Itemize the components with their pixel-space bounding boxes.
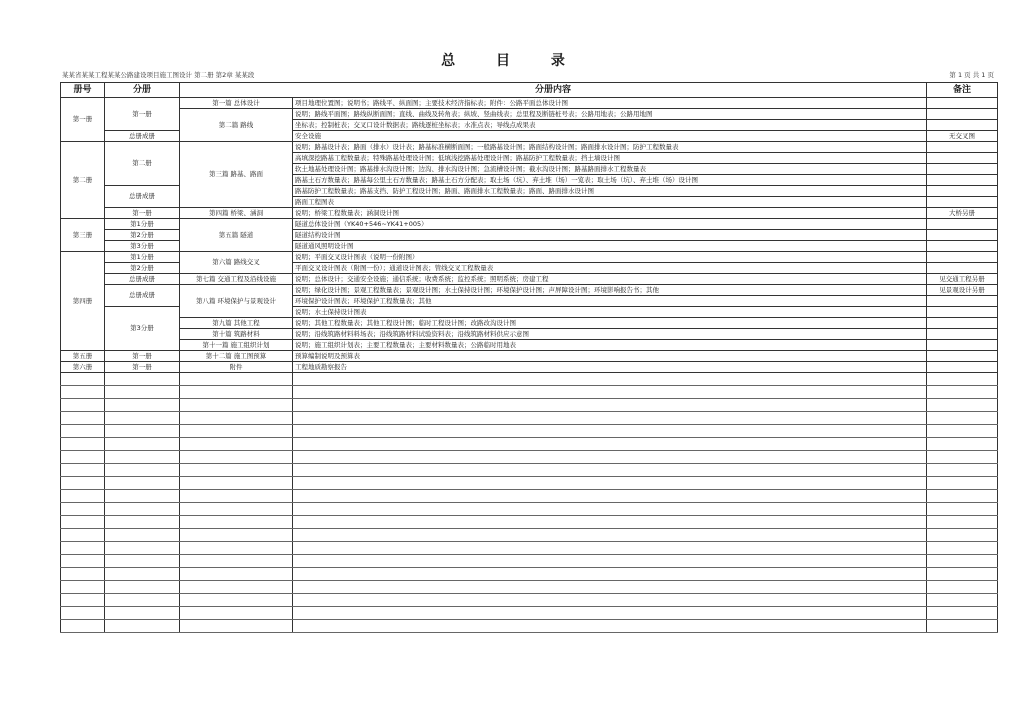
content-cell: 说明；其他工程数量表；其他工程设计图；临时工程设计图；改路改沟设计图 <box>293 318 927 329</box>
blank-cell <box>927 477 998 490</box>
blank-cell <box>61 607 105 620</box>
blank-cell <box>180 620 293 633</box>
blank-cell <box>293 373 927 386</box>
blank-row <box>61 373 998 386</box>
content-cell: 说明；路线平面图；路线纵断面图；直线、曲线及转角表；纵坡、竖曲线表；总里程及断链桩号表；公路用地表；公路用地图 <box>293 109 927 120</box>
content-cell: 隧道总体设计图（YK40+546~YK41+005） <box>293 219 927 230</box>
blank-cell <box>105 503 180 516</box>
blank-cell <box>293 503 927 516</box>
blank-row <box>61 529 998 542</box>
blank-cell <box>927 438 998 451</box>
volume-cell: 第六册 <box>61 362 105 373</box>
subvolume-cell: 第3分册 <box>105 307 180 351</box>
blank-cell <box>293 581 927 594</box>
blank-cell <box>927 412 998 425</box>
blank-cell <box>293 412 927 425</box>
blank-cell <box>61 529 105 542</box>
document-subtitle: 某某省某某工程某某公路建设项目施工图设计 第二册 第2章 某某段 <box>62 71 255 79</box>
content-cell: 隧道结构设计图 <box>293 230 927 241</box>
blank-cell <box>180 542 293 555</box>
blank-cell <box>61 503 105 516</box>
chapter-cell: 第八篇 环境保护与景观设计 <box>180 285 293 318</box>
chapter-cell: 附件 <box>180 362 293 373</box>
blank-cell <box>927 581 998 594</box>
blank-cell <box>927 607 998 620</box>
subvolume-cell: 第一册 <box>105 208 180 219</box>
blank-cell <box>61 477 105 490</box>
blank-cell <box>927 568 998 581</box>
table-row <box>61 285 998 296</box>
blank-cell <box>927 464 998 477</box>
blank-cell <box>927 425 998 438</box>
note-cell <box>927 351 998 362</box>
content-cell: 环境保护设计图表；环境保护工程数量表；其他 <box>293 296 927 307</box>
chapter-cell: 第五篇 隧道 <box>180 219 293 252</box>
volume-cell: 第三册 <box>61 219 105 252</box>
content-cell: 路面工程图表 <box>293 197 927 208</box>
blank-row <box>61 438 998 451</box>
table-row <box>61 329 998 340</box>
blank-cell <box>927 620 998 633</box>
subvolume-cell: 第3分册 <box>105 241 180 252</box>
note-cell <box>927 329 998 340</box>
blank-row <box>61 581 998 594</box>
content-cell: 隧道通风照明设计图 <box>293 241 927 252</box>
blank-cell <box>180 490 293 503</box>
content-cell: 说明；绿化设计图；景观工程数量表；景观设计图；水土保持设计图；环境保护设计图；声屏障设计图；环境影响报告书；其他 <box>293 285 927 296</box>
blank-cell <box>180 399 293 412</box>
blank-cell <box>293 386 927 399</box>
blank-row <box>61 503 998 516</box>
subvolume-cell: 第1分册 <box>105 219 180 230</box>
blank-cell <box>61 516 105 529</box>
blank-cell <box>61 594 105 607</box>
note-cell <box>927 318 998 329</box>
blank-row <box>61 516 998 529</box>
content-cell: 安全设施 <box>293 131 927 142</box>
content-cell: 软土地基处理设计图；路基排水沟设计图；边沟、排水沟设计图；急流槽设计图；截水沟设计图；路基路面排水工程数量表 <box>293 164 927 175</box>
note-cell <box>927 263 998 274</box>
blank-cell <box>105 386 180 399</box>
blank-cell <box>293 529 927 542</box>
blank-cell <box>105 412 180 425</box>
blank-cell <box>293 425 927 438</box>
note-cell <box>927 340 998 351</box>
subvolume-cell: 第2分册 <box>105 263 180 274</box>
blank-cell <box>180 373 293 386</box>
content-cell: 说明；桥梁工程数量表；涵洞设计图 <box>293 208 927 219</box>
volume-cell: 第五册 <box>61 351 105 362</box>
blank-row <box>61 594 998 607</box>
content-cell: 说明；总体设计；交通安全设施；通信系统；收费系统；监控系统；照明系统；房建工程 <box>293 274 927 285</box>
header-subvolume: 分册 <box>105 83 180 98</box>
page-title: 总 目 录 <box>441 53 583 69</box>
blank-cell <box>293 620 927 633</box>
blank-cell <box>105 542 180 555</box>
blank-cell <box>180 451 293 464</box>
table-row <box>61 362 998 373</box>
blank-cell <box>180 412 293 425</box>
content-cell: 说明；施工组织计划表；主要工程数量表；主要材料数量表；公路临时用地表 <box>293 340 927 351</box>
blank-row <box>61 386 998 399</box>
blank-cell <box>293 490 927 503</box>
subvolume-cell: 第一册 <box>105 362 180 373</box>
subvolume-cell: 总册成册 <box>105 285 180 307</box>
blank-cell <box>927 594 998 607</box>
note-cell <box>927 186 998 197</box>
subvolume-cell: 第2分册 <box>105 230 180 241</box>
note-cell <box>927 241 998 252</box>
chapter-cell: 第三篇 路基、路面 <box>180 142 293 208</box>
blank-row <box>61 490 998 503</box>
blank-cell <box>180 503 293 516</box>
blank-row <box>61 399 998 412</box>
blank-row <box>61 607 998 620</box>
blank-cell <box>927 542 998 555</box>
blank-cell <box>61 581 105 594</box>
note-cell: 无交叉图 <box>927 131 998 142</box>
blank-cell <box>61 451 105 464</box>
header-volume: 册号 <box>61 83 105 98</box>
table-row <box>61 109 998 120</box>
note-cell <box>927 197 998 208</box>
blank-cell <box>105 425 180 438</box>
blank-cell <box>180 464 293 477</box>
blank-cell <box>105 568 180 581</box>
blank-cell <box>105 464 180 477</box>
table-row <box>61 351 998 362</box>
blank-cell <box>180 555 293 568</box>
content-cell: 高填深挖路基工程数量表；特殊路基处理设计图；低填浅挖路基处理设计图；路基防护工程数量表；挡土墙设计图 <box>293 153 927 164</box>
volume-cell: 第四册 <box>61 252 105 351</box>
table-row <box>61 219 998 230</box>
chapter-cell: 第一篇 总体设计 <box>180 98 293 109</box>
blank-cell <box>180 581 293 594</box>
subvolume-cell: 总册成册 <box>105 131 180 142</box>
subvolume-cell: 第二册 <box>105 142 180 186</box>
blank-cell <box>61 464 105 477</box>
volume-cell: 第一册 <box>61 98 105 142</box>
subvolume-cell: 总册成册 <box>105 186 180 208</box>
blank-cell <box>293 516 927 529</box>
blank-row <box>61 425 998 438</box>
chapter-cell: 第十篇 筑路材料 <box>180 329 293 340</box>
content-cell: 坐标表；控制桩表；交叉口设计数据表；路线逐桩坐标表；水准点表；导线点成果表 <box>293 120 927 131</box>
blank-cell <box>180 438 293 451</box>
blank-cell <box>293 399 927 412</box>
blank-cell <box>180 607 293 620</box>
subvolume-cell: 总册成册 <box>105 274 180 285</box>
blank-cell <box>927 555 998 568</box>
note-cell <box>927 98 998 109</box>
header-note: 备注 <box>927 83 998 98</box>
blank-row <box>61 451 998 464</box>
note-cell <box>927 296 998 307</box>
blank-cell <box>293 477 927 490</box>
chapter-cell: 第九篇 其他工程 <box>180 318 293 329</box>
blank-cell <box>293 555 927 568</box>
table-header-row <box>61 83 998 98</box>
blank-cell <box>105 620 180 633</box>
blank-cell <box>61 412 105 425</box>
blank-cell <box>927 529 998 542</box>
blank-cell <box>180 568 293 581</box>
header-content: 分册内容 <box>180 83 927 98</box>
note-cell <box>927 230 998 241</box>
chapter-cell: 第十一篇 施工组织计划 <box>180 340 293 351</box>
blank-row <box>61 477 998 490</box>
content-cell: 说明；水土保持设计图表 <box>293 307 927 318</box>
blank-cell <box>61 373 105 386</box>
blank-cell <box>61 425 105 438</box>
content-cell: 说明；沿线筑路材料料场表；沿线筑路材料试验资料表；沿线筑路材料供应示意图 <box>293 329 927 340</box>
content-cell: 平面交叉设计图表（附图一份）；通道设计图表；管线交叉工程数量表 <box>293 263 927 274</box>
page-info: 第 1 页 共 1 页 <box>949 71 994 79</box>
note-cell <box>927 219 998 230</box>
blank-cell <box>61 386 105 399</box>
blank-cell <box>293 464 927 477</box>
blank-cell <box>927 516 998 529</box>
toc-table <box>60 82 998 633</box>
note-cell <box>927 175 998 186</box>
blank-cell <box>105 516 180 529</box>
blank-cell <box>61 490 105 503</box>
blank-cell <box>927 451 998 464</box>
chapter-cell: 第四篇 桥梁、涵洞 <box>180 208 293 219</box>
subvolume-cell: 第一册 <box>105 351 180 362</box>
volume-cell: 第二册 <box>61 142 105 219</box>
blank-row <box>61 568 998 581</box>
note-cell <box>927 307 998 318</box>
blank-row <box>61 542 998 555</box>
table-row <box>61 252 998 263</box>
blank-cell <box>61 568 105 581</box>
content-cell: 说明；平面交叉设计图表（说明一份附图） <box>293 252 927 263</box>
blank-cell <box>105 529 180 542</box>
blank-cell <box>105 555 180 568</box>
blank-cell <box>180 594 293 607</box>
blank-cell <box>293 451 927 464</box>
blank-cell <box>927 373 998 386</box>
blank-cell <box>105 451 180 464</box>
table-row <box>61 340 998 351</box>
blank-cell <box>927 503 998 516</box>
note-cell <box>927 164 998 175</box>
content-cell: 工程地质勘察报告 <box>293 362 927 373</box>
subvolume-cell: 第一册 <box>105 98 180 131</box>
blank-cell <box>105 490 180 503</box>
table-row <box>61 318 998 329</box>
blank-cell <box>180 477 293 490</box>
blank-cell <box>927 386 998 399</box>
note-cell <box>927 120 998 131</box>
blank-cell <box>927 399 998 412</box>
chapter-cell: 第二篇 路线 <box>180 109 293 142</box>
blank-cell <box>180 425 293 438</box>
blank-cell <box>105 581 180 594</box>
blank-cell <box>61 438 105 451</box>
content-cell: 路基土石方数量表；路基每公里土石方数量表；路基土石方分配表；取土场（坑）、弃土堆（场）一览表；取土场（坑）、弃土堆（场）设计图 <box>293 175 927 186</box>
blank-cell <box>927 490 998 503</box>
blank-cell <box>293 607 927 620</box>
chapter-cell: 第七篇 交通工程及沿线设施 <box>180 274 293 285</box>
blank-cell <box>105 607 180 620</box>
blank-cell <box>180 386 293 399</box>
blank-cell <box>180 516 293 529</box>
blank-cell <box>293 438 927 451</box>
chapter-cell: 第六篇 路线交叉 <box>180 252 293 274</box>
table-row <box>61 98 998 109</box>
note-cell: 大桥另册 <box>927 208 998 219</box>
blank-cell <box>105 373 180 386</box>
content-cell: 预算编制说明及预算表 <box>293 351 927 362</box>
blank-cell <box>293 542 927 555</box>
note-cell <box>927 153 998 164</box>
subvolume-cell: 第1分册 <box>105 252 180 263</box>
blank-cell <box>293 594 927 607</box>
blank-row <box>61 464 998 477</box>
blank-cell <box>105 399 180 412</box>
blank-cell <box>293 568 927 581</box>
blank-row <box>61 412 998 425</box>
content-cell: 项目地理位置图；说明书；路线平、纵面图；主要技术经济指标表；附件：公路平面总体设计图 <box>293 98 927 109</box>
blank-cell <box>61 620 105 633</box>
blank-cell <box>105 438 180 451</box>
table-row <box>61 142 998 153</box>
note-cell: 见交通工程另册 <box>927 274 998 285</box>
content-cell: 路基防护工程数量表；路基支挡、防护工程设计图；路面、路面排水工程数量表；路面、路面排水设计图 <box>293 186 927 197</box>
note-cell <box>927 142 998 153</box>
note-cell <box>927 362 998 373</box>
table-row <box>61 208 998 219</box>
blank-cell <box>61 542 105 555</box>
chapter-cell: 第十二篇 施工图预算 <box>180 351 293 362</box>
blank-cell <box>180 529 293 542</box>
blank-row <box>61 620 998 633</box>
blank-cell <box>61 555 105 568</box>
note-cell <box>927 109 998 120</box>
blank-row <box>61 555 998 568</box>
table-row <box>61 274 998 285</box>
blank-cell <box>61 399 105 412</box>
content-cell: 说明；路基设计表；路面（排水）设计表；路基标准横断面图；一般路基设计图；路面结构设计图；路面排水设计图；防护工程数量表 <box>293 142 927 153</box>
blank-cell <box>105 477 180 490</box>
note-cell: 见景观设计另册 <box>927 285 998 296</box>
note-cell <box>927 252 998 263</box>
blank-cell <box>105 594 180 607</box>
